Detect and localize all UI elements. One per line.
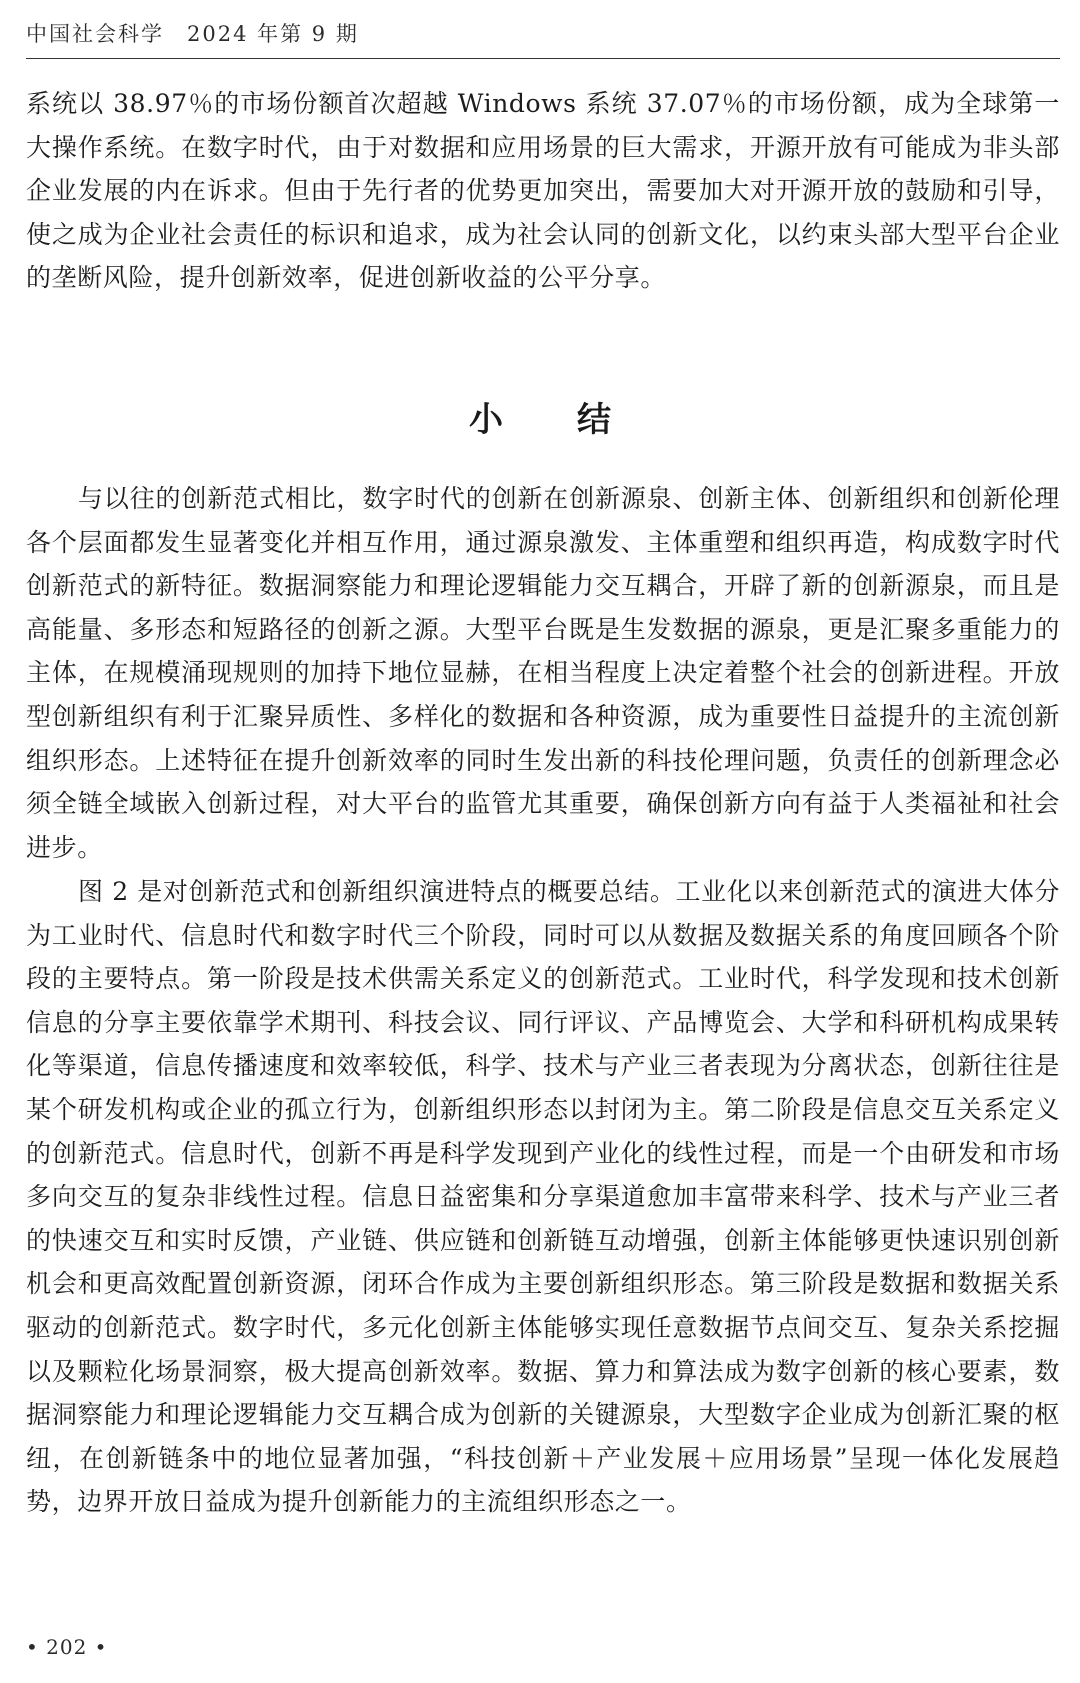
section-heading: 小结 bbox=[469, 400, 685, 440]
paragraph-continuation: 系统以 38.97％的市场份额首次超越 Windows 系统 37.07％的市场份额，成为全球第一大操作系统。在数字时代，由于对数据和应用场景的巨大需求，开源开放有可能成为非头部企业发展的内在诉求。但由于先行者的优势更加突出，需要加大对开源开放的鼓励和引导，使之成为企业社会责任的标识和追求，成为社会认同的创新文化，以约束头部大型平台企业的垄断风险，提升创新效率，促进创新收益的公平分享。 bbox=[26, 89, 1060, 293]
page-number: • 202 • bbox=[26, 1635, 108, 1659]
header-divider bbox=[26, 58, 1060, 59]
paragraph-summary-2: 图 2 是对创新范式和创新组织演进特点的概要总结。工业化以来创新范式的演进大体分为工业时代、信息时代和数字时代三个阶段，同时可以从数据及数据关系的角度回顾各个阶段的主要特点。第一阶段是技术供需关系定义的创新范式。工业时代，科学发现和技术创新信息的分享主要依靠学术期刊、科技会议、同行评议、产品博览会、大学和科研机构成果转化等渠道，信息传播速度和效率较低，科学、技术与产业三者表现为分离状态，创新往往是某个研发机构或企业的孤立行为，创新组织形态以封闭为主。第二阶段是信息交互关系定义的创新范式。信息时代，创新不再是科学发现到产业化的线性过程，而是一个由研发和市场多向交互的复杂非线性过程。信息日益密集和分享渠道愈加丰富带来科学、技术与产业三者的快速交互和实时反馈，产业链、供应链和创新链互动增强，创新主体能够更快速识别创新机会和更高效配置创新资源，闭环合作成为主要创新组织形态。第三阶段是数据和数据关系驱动的创新范式。数字时代，多元化创新主体能够实现任意数据节点间交互、复杂关系挖掘以及颗粒化场景洞察，极大提高创新效率。数据、算力和算法成为数字创新的核心要素，数据洞察能力和理论逻辑能力交互耦合成为创新的关键源泉，大型数字企业成为创新汇聚的枢纽，在创新链条中的地位显著加强，“科技创新＋产业发展＋应用场景”呈现一体化发展趋势，边界开放日益成为提升创新能力的主流组织形态之一。 bbox=[26, 877, 1060, 1517]
paragraph-summary-1: 与以往的创新范式相比，数字时代的创新在创新源泉、创新主体、创新组织和创新伦理各个层面都发生显著变化并相互作用，通过源泉激发、主体重塑和组织再造，构成数字时代创新范式的新特征。数据洞察能力和理论逻辑能力交互耦合，开辟了新的创新源泉，而且是高能量、多形态和短路径的创新之源。大型平台既是生发数据的源泉，更是汇聚多重能力的主体，在规模涌现规则的加持下地位显赫，在相当程度上决定着整个社会的创新进程。开放型创新组织有利于汇聚异质性、多样化的数据和各种资源，成为重要性日益提升的主流创新组织形态。上述特征在提升创新效率的同时生发出新的科技伦理问题，负责任的创新理念必须全链全域嵌入创新过程，对大平台的监管尤其重要，确保创新方向有益于人类福祉和社会进步。 bbox=[26, 484, 1060, 862]
running-header: 中国社会科学 2024 年第 9 期 bbox=[26, 22, 359, 46]
